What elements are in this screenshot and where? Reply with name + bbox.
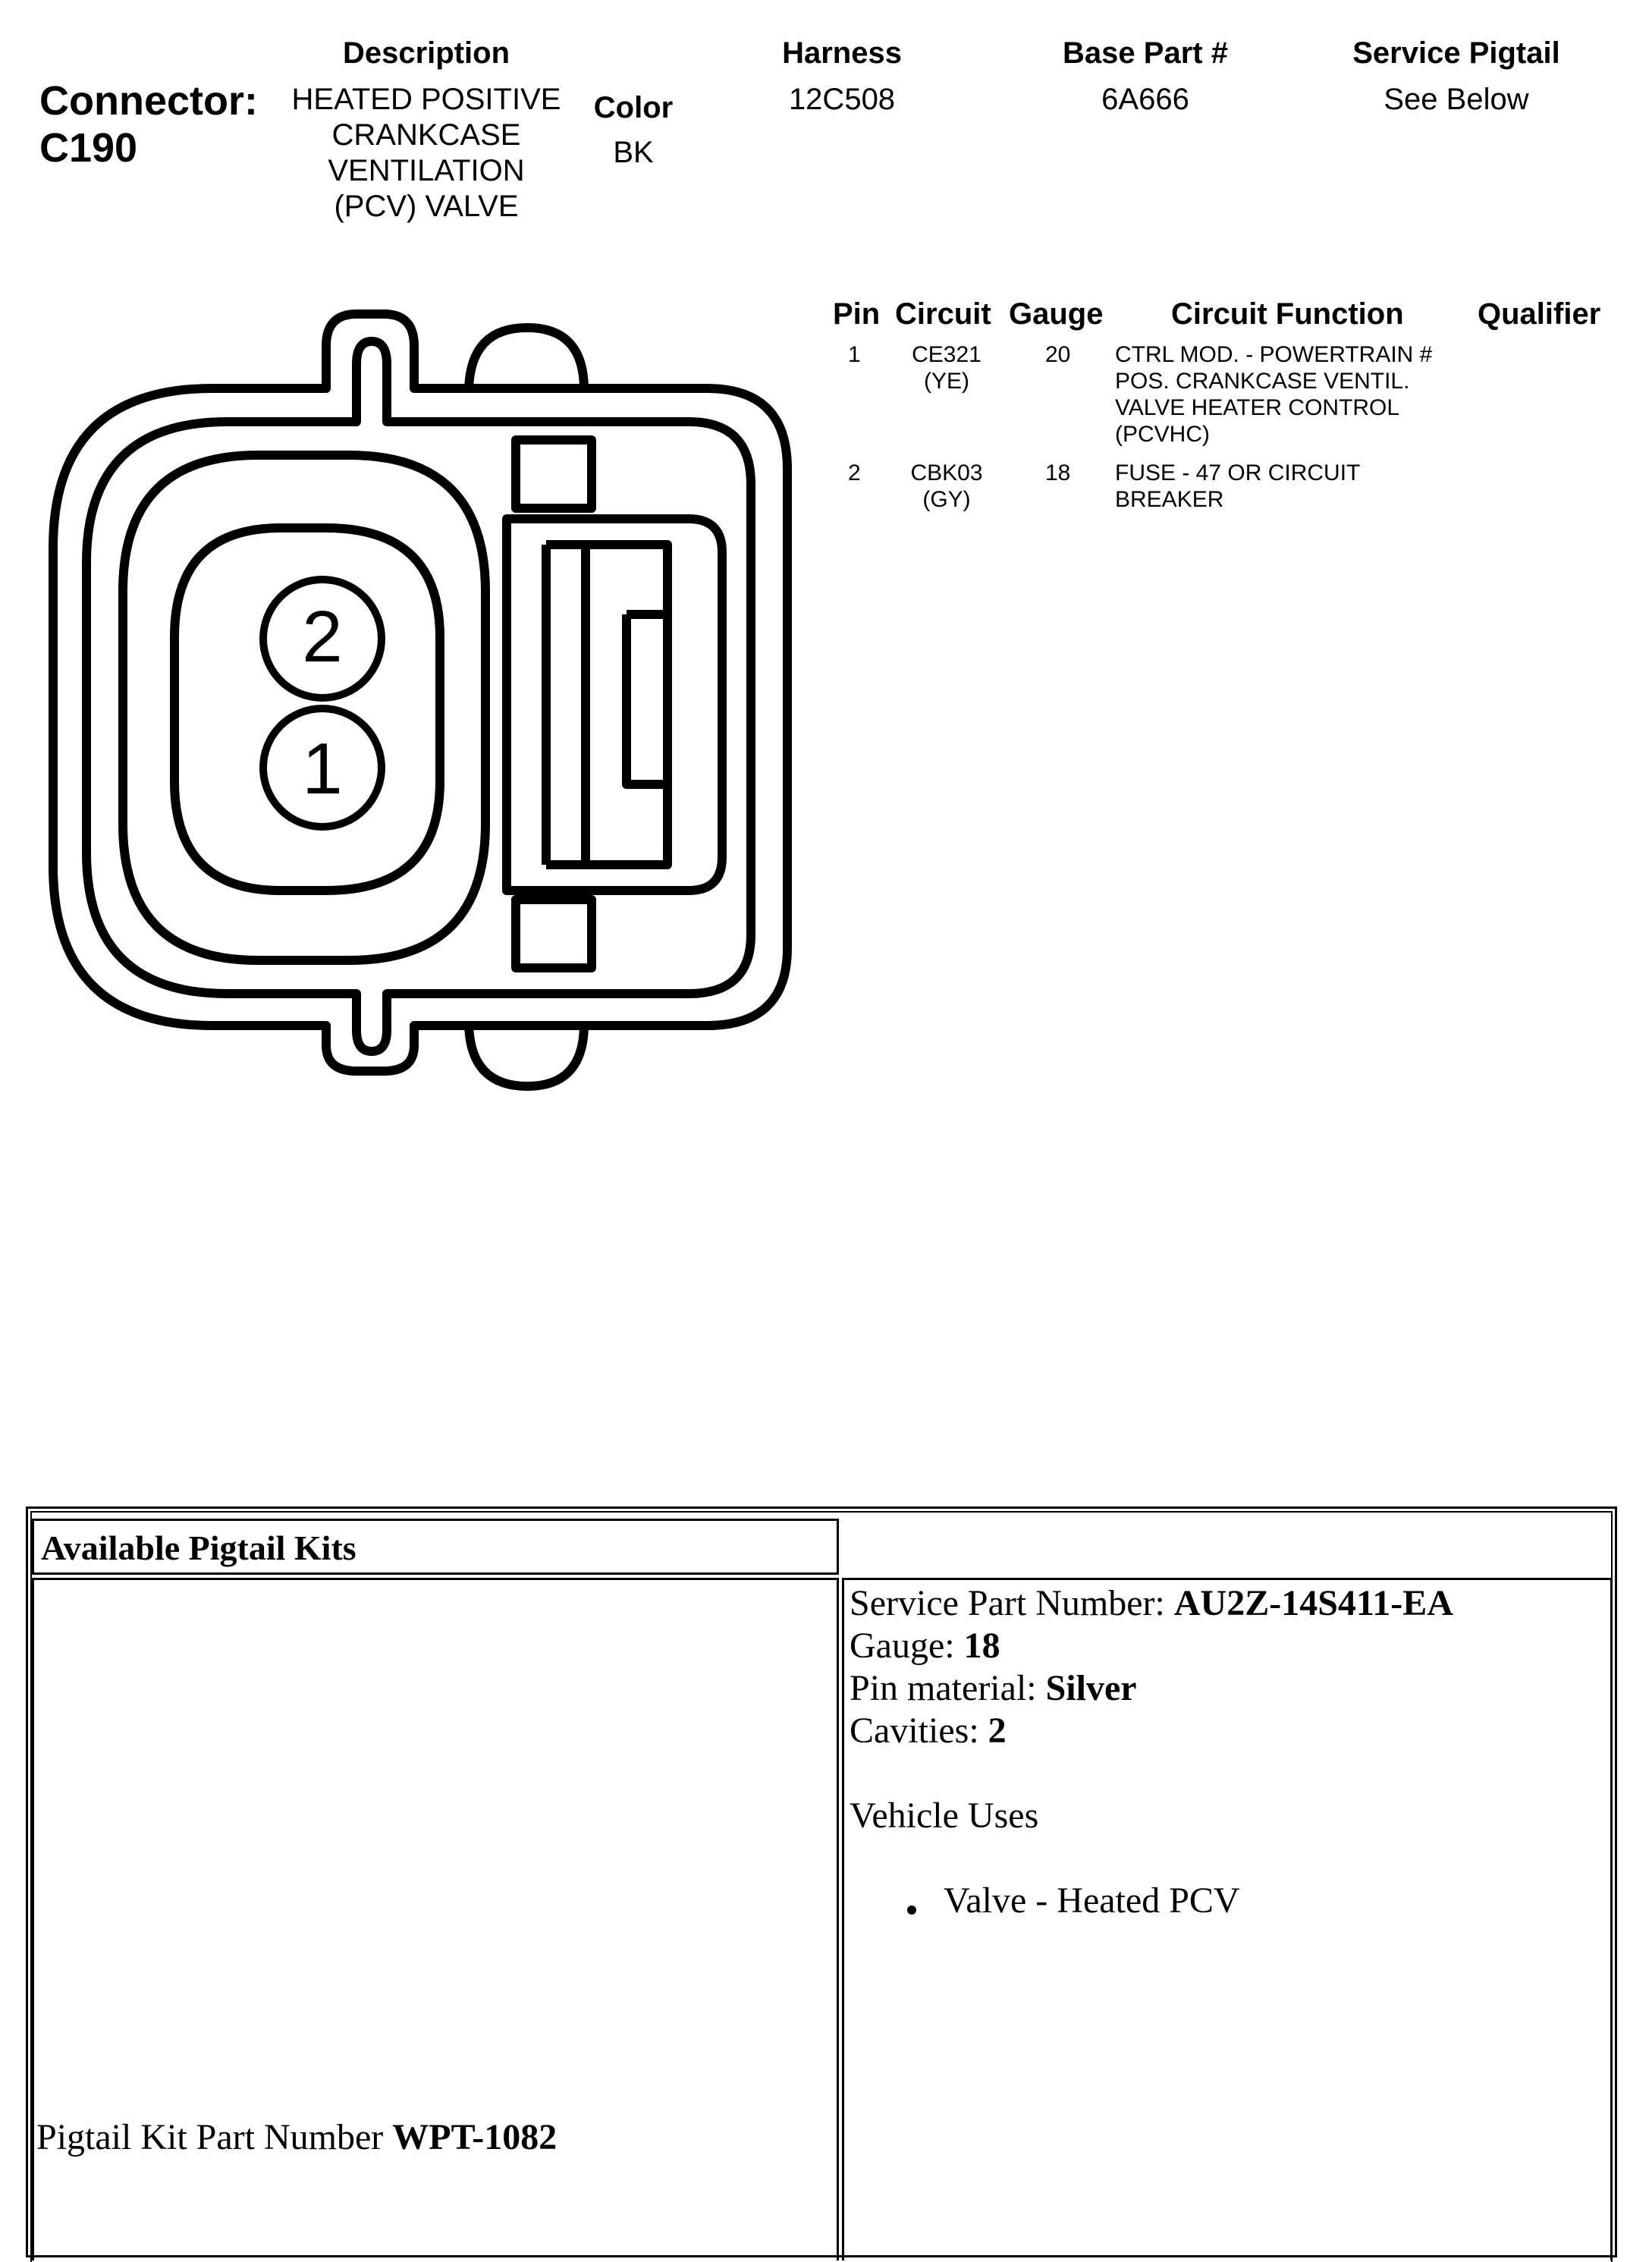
latch-slot-bottom bbox=[516, 900, 592, 968]
row1-function bbox=[1115, 341, 1432, 448]
function-line: (PCVHC) bbox=[1115, 422, 1210, 447]
connector-label: Connector: bbox=[39, 78, 258, 124]
connector-face-diagram bbox=[46, 303, 812, 1092]
row1-circuit-color: (YE) bbox=[924, 369, 969, 394]
function-line: POS. CRANKCASE VENTIL. bbox=[1115, 369, 1410, 394]
row2-circuit bbox=[894, 460, 1000, 513]
row2-gauge: 18 bbox=[1045, 460, 1071, 485]
kits-header: Available Pigtail Kits bbox=[41, 1528, 356, 1567]
cavity-2-label: 2 bbox=[302, 596, 343, 677]
description-value bbox=[275, 82, 578, 225]
kit-pn-value: WPT-1082 bbox=[392, 2117, 557, 2157]
vehicle-use-item: Valve - Heated PCV bbox=[944, 1880, 1240, 1921]
base-part-value: 6A666 bbox=[1101, 83, 1189, 116]
row2-circuit-color: (GY) bbox=[922, 487, 971, 512]
harness-label: Harness bbox=[782, 36, 902, 70]
row1-gauge: 20 bbox=[1045, 342, 1071, 367]
base-part-label: Base Part # bbox=[1063, 36, 1228, 70]
qualifier-header: Qualifier bbox=[1478, 297, 1601, 331]
pigtail-kit-part-number bbox=[36, 2116, 557, 2158]
row2-function bbox=[1115, 460, 1360, 513]
row1-circuit bbox=[894, 341, 1000, 394]
description-line: VENTILATION bbox=[328, 154, 525, 187]
description-line: (PCV) VALVE bbox=[334, 190, 519, 223]
vehicle-uses-label: Vehicle Uses bbox=[850, 1795, 1039, 1836]
description-line: HEATED POSITIVE bbox=[291, 83, 561, 116]
harness-value: 12C508 bbox=[788, 83, 896, 116]
function-line: CTRL MOD. - POWERTRAIN # bbox=[1115, 342, 1433, 367]
latch-tab bbox=[627, 614, 667, 784]
function-line: BREAKER bbox=[1115, 487, 1224, 512]
bullet-icon bbox=[907, 1905, 916, 1915]
color-label: Color bbox=[593, 91, 674, 124]
description-line: CRANKCASE bbox=[331, 118, 521, 152]
description-label: Description bbox=[342, 36, 510, 70]
top-lock-lobe bbox=[469, 328, 584, 390]
row1-pin: 1 bbox=[848, 342, 861, 367]
gauge-header: Gauge bbox=[1009, 297, 1104, 331]
service-pigtail-label: Service Pigtail bbox=[1352, 36, 1560, 70]
service-pigtail-value: See Below bbox=[1383, 83, 1529, 116]
connector-title bbox=[39, 77, 258, 171]
circuit-header: Circuit bbox=[895, 297, 991, 331]
function-line: FUSE - 47 OR CIRCUIT bbox=[1115, 460, 1361, 485]
row2-pin: 2 bbox=[848, 460, 861, 485]
connector-id: C190 bbox=[39, 125, 138, 171]
color-value: BK bbox=[613, 136, 654, 169]
cavity-1-label: 1 bbox=[302, 728, 343, 809]
pigtail-gauge: Gauge: 18 bbox=[850, 1626, 1000, 1666]
pin-header: Pin bbox=[833, 297, 881, 331]
function-header: Circuit Function bbox=[1171, 297, 1404, 331]
kit-pn-label: Pigtail Kit Part Number bbox=[36, 2117, 393, 2157]
row2-circuit-id: CBK03 bbox=[910, 460, 983, 485]
latch-ramp bbox=[507, 519, 722, 891]
service-part-number: Service Part Number: AU2Z-14S411-EA bbox=[850, 1583, 1453, 1623]
latch-slot-top bbox=[516, 440, 592, 508]
bottom-lock-lobe bbox=[469, 1024, 584, 1086]
service-info bbox=[850, 1582, 1453, 1837]
kits-left-cell bbox=[32, 1578, 839, 2260]
function-line: VALVE HEATER CONTROL bbox=[1115, 395, 1400, 420]
cavities: Cavities: 2 bbox=[850, 1711, 1007, 1751]
pin-material: Pin material: Silver bbox=[850, 1668, 1137, 1708]
row1-circuit-id: CE321 bbox=[912, 342, 981, 367]
